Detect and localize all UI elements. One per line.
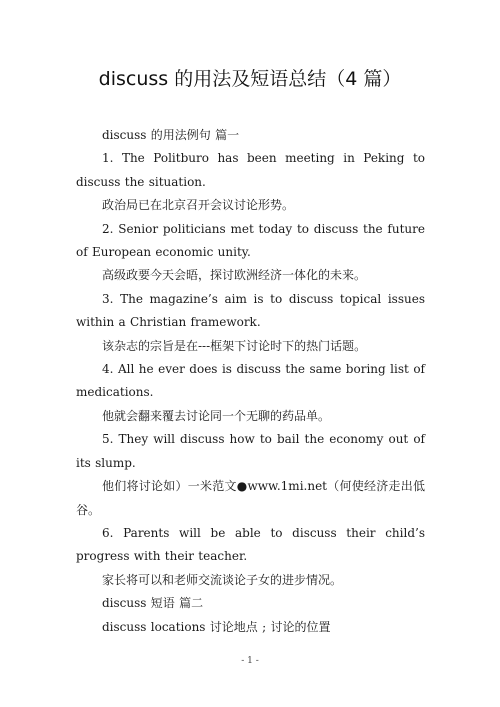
translation-4: 他就会翻来覆去讨论同一个无聊的药品单。 — [102, 408, 331, 423]
example-sentence-6: 6. Parents will be able to discuss their child’s progress with their teacher. — [76, 525, 425, 564]
section-heading-2: discuss 短语 篇二 — [102, 596, 204, 611]
translation-5: 他们将讨论如）一米范文●www.1mi.net（何使经济走出低谷。 — [76, 479, 425, 517]
section-heading-1: discuss 的用法例句 篇一 — [102, 128, 240, 142]
example-sentence-4: 4. All he ever does is discuss the same boring list of medications. — [76, 362, 425, 400]
phrase-item-1: discuss locations 讨论地点 ; 讨论的位置 — [102, 619, 331, 634]
document-title: discuss 的用法及短语总结（4 篇） — [98, 68, 402, 90]
translation-3: 该杂志的宗旨是在---框架下讨论时下的热门话题。 — [102, 338, 367, 353]
page-number: - 1 - — [241, 656, 259, 666]
example-sentence-2: 2. Senior politicians met today to discuss the future of European economic unity. — [76, 221, 425, 260]
translation-1: 政治局已在北京召开会议讨论形势。 — [102, 198, 295, 213]
translation-2: 高级政要今天会晤，探讨欧洲经济一体化的未来。 — [102, 268, 367, 283]
example-sentence-5: 5. They will discuss how to bail the economy out of its slump. — [76, 432, 425, 470]
translation-6: 家长将可以和老师交流谈论子女的进步情况。 — [102, 572, 343, 587]
example-sentence-3: 3. The magazine’s aim is to discuss topical issues within a Christian framework. — [76, 291, 425, 330]
example-sentence-1: 1. The Politburo has been meeting in Peking to discuss the situation. — [76, 151, 425, 189]
document-body — [76, 124, 425, 639]
